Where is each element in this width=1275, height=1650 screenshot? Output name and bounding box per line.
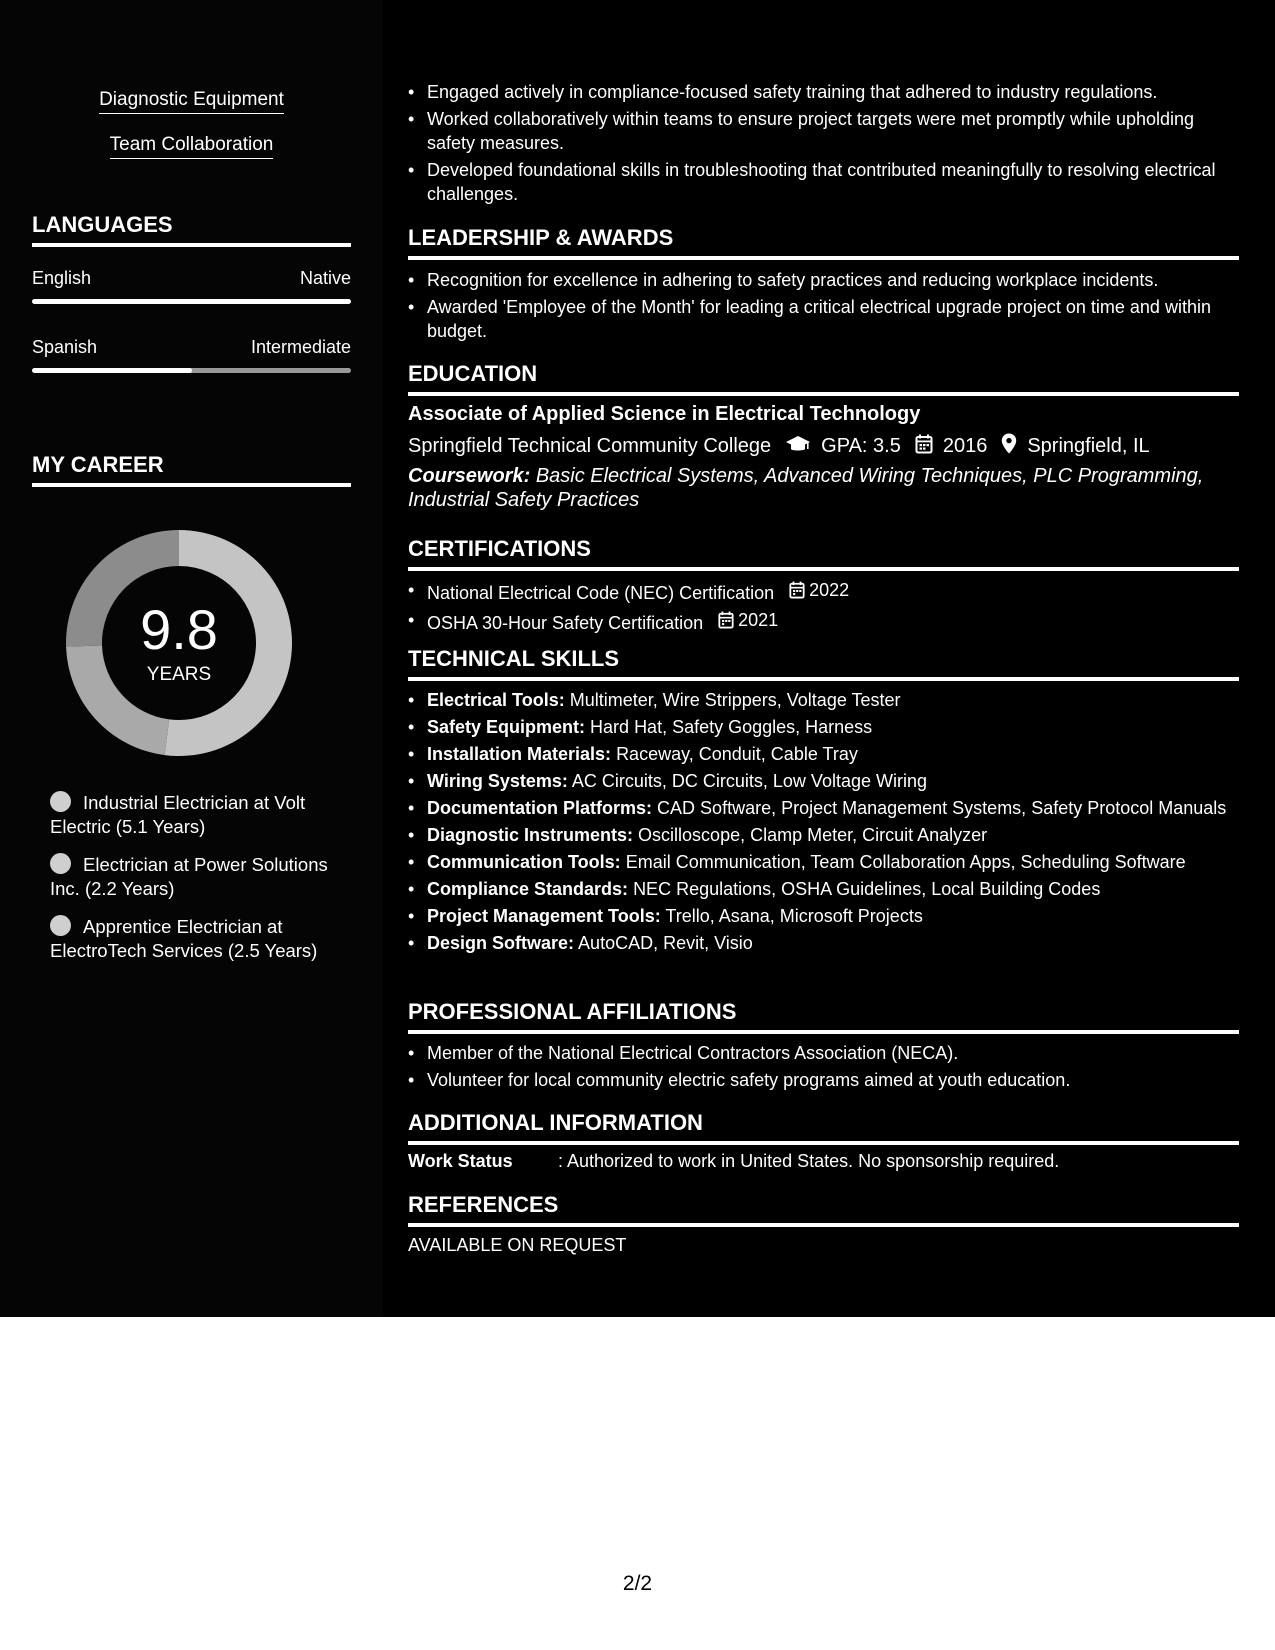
coursework-value: Basic Electrical Systems, Advanced Wiring Techniques, PLC Programming, Industrial Safety Practices <box>408 465 1204 511</box>
skill-values: Oscilloscope, Clamp Meter, Circuit Analyzer <box>638 825 988 845</box>
language-row <box>32 337 351 358</box>
skill-item <box>408 715 1239 739</box>
bullet-item: • Engaged actively in compliance-focused safety training that adhered to industry regulations. <box>408 80 1239 104</box>
certification-year-text: 2022 <box>809 580 850 600</box>
affiliations-list <box>408 1041 1239 1095</box>
skill-values: AutoCAD, Revit, Visio <box>578 933 753 953</box>
references-text: AVAILABLE ON REQUEST <box>408 1235 627 1255</box>
education-degree: Associate of Applied Science in Electrical Technology <box>408 403 921 425</box>
calendar-icon <box>718 611 734 629</box>
skill-category: Wiring Systems: <box>427 771 568 791</box>
skill-category: Electrical Tools: <box>427 690 565 710</box>
additional-info-heading: ADDITIONAL INFORMATION <box>408 1110 1239 1145</box>
work-status-label: Work Status <box>408 1151 513 1171</box>
education-heading: EDUCATION <box>408 361 1239 396</box>
education-gpa: GPA: 3.5 <box>821 435 901 457</box>
career-total-value: 9.8 <box>140 598 218 661</box>
skill-values: Hard Hat, Safety Goggles, Harness <box>590 717 873 737</box>
certifications-heading: CERTIFICATIONS <box>408 536 1239 571</box>
certification-year <box>718 608 778 632</box>
references-heading: REFERENCES <box>408 1192 1239 1227</box>
language-name: Spanish <box>32 337 98 357</box>
experience-bullets <box>408 80 1239 209</box>
career-label: Apprentice Electrician at ElectroTech Services (2.5 Years) <box>50 916 318 961</box>
language-bar-fill <box>32 368 192 373</box>
bullet-item: • Worked collaboratively within teams to ensure project targets were met promptly while upholding safety measures. <box>408 107 1239 155</box>
skill-category: Project Management Tools: <box>427 906 661 926</box>
skill-values: Email Communication, Team Collaboration Apps, Scheduling Software <box>625 852 1186 872</box>
skill-item <box>408 904 1239 928</box>
language-level: Intermediate <box>250 337 351 357</box>
skill-item <box>408 796 1239 820</box>
certification-name: National Electrical Code (NEC) Certification <box>427 583 775 603</box>
skill-item <box>408 742 1239 766</box>
skill-item <box>408 877 1239 901</box>
bullet-item: • Developed foundational skills in troubleshooting that contributed meaningfully to resolving electrical challenges. <box>408 158 1239 206</box>
career-total-unit: YEARS <box>146 664 212 685</box>
leadership-list <box>408 268 1239 346</box>
calendar-icon <box>915 434 933 460</box>
career-label: Industrial Electrician at Volt Electric (5.1 Years) <box>50 792 306 837</box>
work-status-row <box>408 1151 1239 1172</box>
graduation-cap-icon <box>785 434 811 460</box>
skill-item <box>408 931 1239 955</box>
work-status-value: : Authorized to work in United States. No sponsorship required. <box>558 1151 1060 1171</box>
language-name: English <box>32 268 92 288</box>
skill-item <box>408 850 1239 874</box>
skill-category: Design Software: <box>427 933 575 953</box>
legend-dot-icon <box>50 853 71 874</box>
calendar-icon <box>789 581 805 599</box>
legend-dot-icon <box>50 915 71 936</box>
skill-category: Compliance Standards: <box>427 879 629 899</box>
bullet-item: • Member of the National Electrical Contractors Association (NECA). <box>408 1041 1239 1065</box>
skill-category: Communication Tools: <box>427 852 621 872</box>
languages-heading: LANGUAGES <box>32 212 351 247</box>
skill-category: Safety Equipment: <box>427 717 586 737</box>
career-item <box>50 791 350 839</box>
bullet-item: • Recognition for excellence in adhering to safety practices and reducing workplace incidents. <box>408 268 1239 292</box>
skill-label: Diagnostic Equipment <box>99 89 284 114</box>
coursework-label: Coursework: <box>408 465 531 487</box>
certification-year-text: 2021 <box>738 610 779 630</box>
education-details <box>408 433 1239 460</box>
skill-link[interactable] <box>0 134 383 156</box>
skill-item <box>408 769 1239 793</box>
skill-values: NEC Regulations, OSHA Guidelines, Local Building Codes <box>633 879 1101 899</box>
certification-name: OSHA 30-Hour Safety Certification <box>427 613 704 633</box>
career-item <box>50 915 350 963</box>
career-donut-slice <box>66 645 169 755</box>
language-level: Native <box>299 268 351 288</box>
skill-values: Trello, Asana, Microsoft Projects <box>665 906 923 926</box>
leadership-heading: LEADERSHIP & AWARDS <box>408 225 1239 260</box>
skill-category: Diagnostic Instruments: <box>427 825 634 845</box>
language-bar <box>32 299 351 304</box>
skill-values: AC Circuits, DC Circuits, Low Voltage Wiring <box>571 771 927 791</box>
career-item <box>50 853 350 901</box>
skill-values: Raceway, Conduit, Cable Tray <box>616 744 858 764</box>
technical-skills-list <box>408 688 1239 958</box>
legend-dot-icon <box>50 791 71 812</box>
language-row <box>32 268 351 289</box>
bullet-item: • Volunteer for local community electric safety programs aimed at youth education. <box>408 1068 1239 1092</box>
skill-category: Installation Materials: <box>427 744 612 764</box>
education-school: Springfield Technical Community College <box>408 435 772 457</box>
affiliations-heading: PROFESSIONAL AFFILIATIONS <box>408 999 1239 1034</box>
certification-year <box>789 578 849 602</box>
skill-link[interactable] <box>0 89 383 111</box>
education-location: Springfield, IL <box>1027 435 1150 457</box>
education-coursework <box>408 464 1208 512</box>
skill-values: Multimeter, Wire Strippers, Voltage Tester <box>569 690 901 710</box>
location-pin-icon <box>1001 433 1017 460</box>
bullet-item: • Awarded 'Employee of the Month' for leading a critical electrical upgrade project on time and within budget. <box>408 295 1239 343</box>
technical-skills-heading: TECHNICAL SKILLS <box>408 646 1239 681</box>
education-year: 2016 <box>942 435 988 457</box>
career-heading: MY CAREER <box>32 452 351 487</box>
certification-item <box>408 578 1239 605</box>
language-bar <box>32 368 351 373</box>
skill-category: Documentation Platforms: <box>427 798 653 818</box>
certifications-list <box>408 578 1239 638</box>
skill-item <box>408 688 1239 712</box>
career-label: Electrician at Power Solutions Inc. (2.2 Years) <box>50 854 328 899</box>
language-bar-fill <box>32 299 351 304</box>
skill-values: CAD Software, Project Management Systems, Safety Protocol Manuals <box>657 798 1227 818</box>
certification-item <box>408 608 1239 635</box>
page-number: 2/2 <box>622 1572 653 1595</box>
skill-label: Team Collaboration <box>110 134 274 159</box>
skill-item <box>408 823 1239 847</box>
